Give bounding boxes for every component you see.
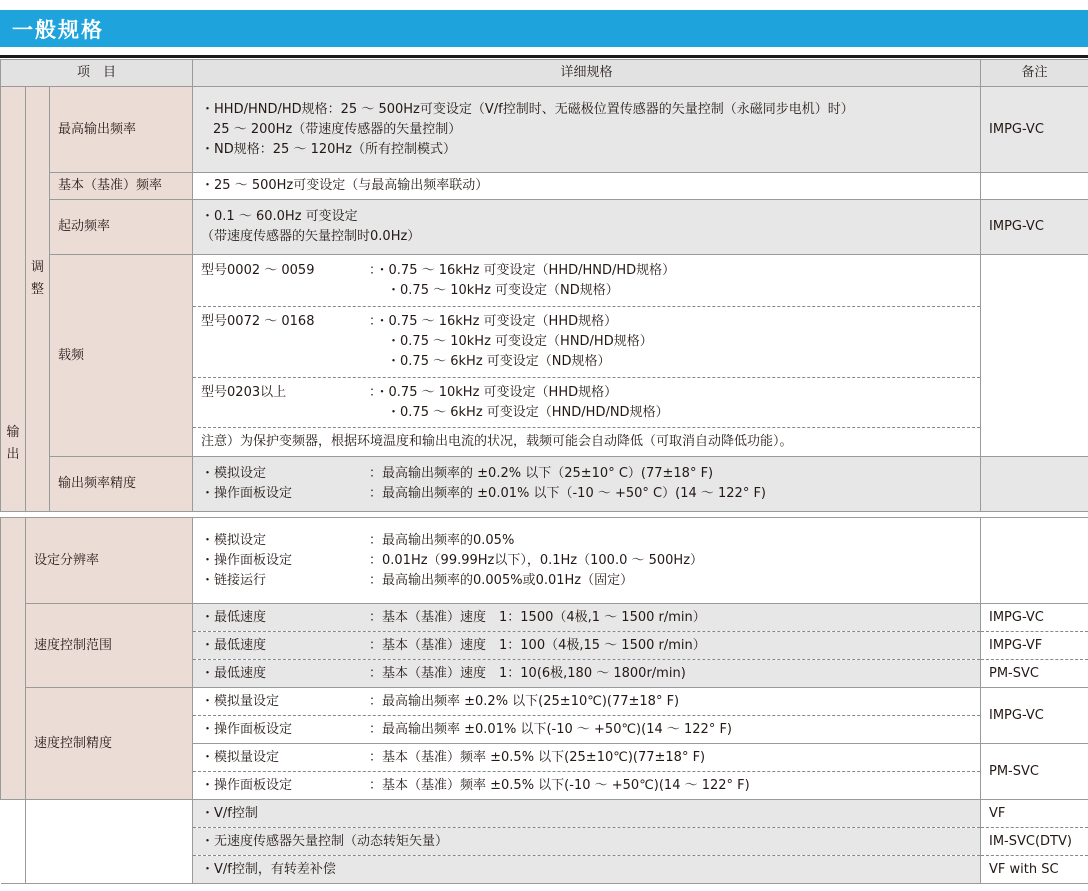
section-title-bar [0,10,1088,47]
speed-range-name-1: ・最低速度 [201,609,267,625]
speed-range-remark-2: IMPG-VF [981,632,1088,660]
freq-acc-value-2: ：最高输出频率的 ±0.01% 以下（-10 ～ +50° C）(14 ～ 122° F) [369,486,767,501]
page-title: 一般规格 [12,18,104,42]
group-output-continued [1,518,26,800]
speed-acc-remark-1: IMPG-VC [981,688,1088,744]
header-item: 项 目 [1,60,193,87]
table-row [1,255,1088,307]
row-label-resolution: 设定分辨率 [26,518,193,604]
speed-range-item-1 [193,604,981,632]
carrier-model-2: 型号0072 ～ 0168 [201,314,315,329]
header-remark: 备注 [981,60,1088,87]
remark-max-freq: IMPG-VC [981,87,1088,173]
carrier-2-line-1: ：・0.75 ～ 16kHz 可变设定（HHD规格） [369,314,618,329]
group-output-label [1,87,26,512]
group-adjust-label [26,87,50,512]
row-label-base-freq: 基本（基准）频率 [50,173,193,200]
carrier-1-line-2: ・0.75 ～ 10kHz 可变设定（ND规格） [387,282,619,298]
speed-range-name-3: ・最低速度 [201,665,267,681]
carrier-2-line-3: ・0.75 ～ 6kHz 可变设定（ND规格） [387,354,611,369]
row-label-freq-accuracy: 输出频率精度 [50,457,193,512]
carrier-1-line-1: ：・0.75 ～ 16kHz 可变设定（HHD/HND/HD规格） [369,262,676,278]
table-row [1,87,1088,173]
detail-freq-accuracy [193,457,981,512]
speed-acc-remark-2: PM-SVC [981,744,1088,800]
table-row [1,800,1088,828]
speed-range-item-2 [193,632,981,660]
remark-carrier [981,255,1088,457]
table-header-row [1,60,1088,87]
speed-range-remark-1: IMPG-VC [981,604,1088,632]
detail-resolution [193,518,981,604]
table-row [1,173,1088,200]
speed-acc-item-2 [193,716,981,744]
carrier-note: 注意）为保护变频器，根据环境温度和输出电流的状况，载频可能会自动降低（可取消自动降低功能）。 [193,428,981,457]
carrier-model-3: 型号0203以上 [201,384,287,400]
spec-table-lower [0,517,1088,884]
res-name-2: ・操作面板设定 [201,552,293,568]
res-name-1: ・模拟设定 [201,532,267,548]
spec-table [0,59,1088,512]
control-mode-spacer-3 [1,856,26,884]
start-freq-line-1: ・0.1 ～ 60.0Hz 可变设定 [201,209,358,224]
table-row [1,518,1088,604]
speed-acc-item-3 [193,744,981,772]
row-label-speed-accuracy: 速度控制精度 [26,688,193,800]
detail-max-freq [193,87,981,173]
control-mode-item-2: ・无速度传感器矢量控制（动态转矩矢量） [193,828,981,856]
speed-acc-value-1: ：最高输出频率 ±0.2% 以下(25±10℃)(77±18° F) [369,693,680,709]
table-row [1,200,1088,255]
group-adjust-text: 调 整 [30,260,44,297]
remark-freq-accuracy [981,457,1088,512]
speed-range-remark-3: PM-SVC [981,660,1088,688]
control-mode-remark-2: IM-SVC(DTV) [981,828,1088,856]
res-value-1: ：最高输出频率的0.05% [369,532,515,548]
freq-acc-name-1: ・模拟设定 [201,466,267,481]
carrier-block-3 [193,378,981,428]
max-freq-line-2: 25 ～ 200Hz（带速度传感器的矢量控制） [213,121,462,137]
table-row [1,457,1088,512]
speed-range-name-2: ・最低速度 [201,637,267,653]
carrier-3-line-1: ：・0.75 ～ 10kHz 可变设定（HHD规格） [369,384,618,400]
table-row [1,604,1088,632]
table-row [1,688,1088,716]
carrier-block-1 [193,255,981,307]
remark-start-freq: IMPG-VC [981,200,1088,255]
carrier-block-2 [193,307,981,378]
row-label-start-freq: 起动频率 [50,200,193,255]
speed-range-value-1: ：基本（基准）速度 1：1500（4极,1 ～ 1500 r/min） [369,609,706,625]
detail-start-freq [193,200,981,255]
speed-acc-item-4 [193,772,981,800]
carrier-2-line-2: ・0.75 ～ 10kHz 可变设定（HND/HD规格） [387,334,653,349]
group-output-text: 输 出 [6,425,20,462]
control-mode-spacer-1 [1,800,26,828]
res-name-3: ・链接运行 [201,572,267,588]
res-value-3: ：最高输出频率的0.005%或0.01Hz（固定） [369,572,634,588]
row-label-carrier: 载频 [50,255,193,457]
control-mode-remark-3: VF with SC [981,856,1088,884]
row-label-max-freq: 最高输出频率 [50,87,193,173]
speed-acc-name-1: ・模拟量设定 [201,693,280,709]
speed-range-value-2: ：基本（基准）速度 1：100（4极,15 ～ 1500 r/min） [369,637,706,653]
res-value-2: ：0.01Hz（99.99Hz以下），0.1Hz（100.0 ～ 500Hz） [369,552,704,568]
speed-acc-value-4: ：基本（基准）频率 ±0.5% 以下(-10 ～ +50℃)(14 ～ 122° F) [369,777,750,793]
control-mode-remark-1: VF [981,800,1088,828]
speed-acc-name-3: ・模拟量设定 [201,749,280,765]
max-freq-line-3: ・ND规格：25 ～ 120Hz（所有控制模式） [201,141,456,157]
remark-resolution [981,518,1088,604]
speed-acc-name-4: ・操作面板设定 [201,777,293,793]
speed-acc-value-3: ：基本（基准）频率 ±0.5% 以下(25±10℃)(77±18° F) [369,749,706,765]
row-label-control-mode [26,800,193,884]
freq-acc-value-1: ：最高输出频率的 ±0.2% 以下（25±10° C）(77±18° F) [369,466,714,481]
row-label-speed-range: 速度控制范围 [26,604,193,688]
freq-acc-name-2: ・操作面板设定 [201,486,293,501]
title-divider [0,55,1088,58]
control-mode-item-1: ・V/f控制 [193,800,981,828]
detail-base-freq: ・25 ～ 500Hz可变设定（与最高输出频率联动） [193,173,981,200]
speed-range-item-3 [193,660,981,688]
carrier-model-1: 型号0002 ～ 0059 [201,262,315,278]
speed-range-value-3: ：基本（基准）速度 1：10(6极,180 ～ 1800r/min) [369,665,686,681]
max-freq-line-1: ・HHD/HND/HD规格：25 ～ 500Hz可变设定（V/f控制时、无磁极位置传感器的矢量控制（永磁同步电机）时） [201,101,854,117]
speed-acc-value-2: ：最高输出频率 ±0.01% 以下(-10 ～ +50℃)(14 ～ 122° F) [369,721,733,737]
control-mode-spacer-2 [1,828,26,856]
remark-base-freq [981,173,1088,200]
header-detail: 详细规格 [193,60,981,87]
control-mode-item-3: ・V/f控制，有转差补偿 [193,856,981,884]
speed-acc-item-1 [193,688,981,716]
start-freq-line-2: （带速度传感器的矢量控制时0.0Hz） [201,229,421,244]
carrier-3-line-2: ・0.75 ～ 6kHz 可变设定（HND/HD/ND规格） [387,404,669,420]
speed-acc-name-2: ・操作面板设定 [201,721,293,737]
